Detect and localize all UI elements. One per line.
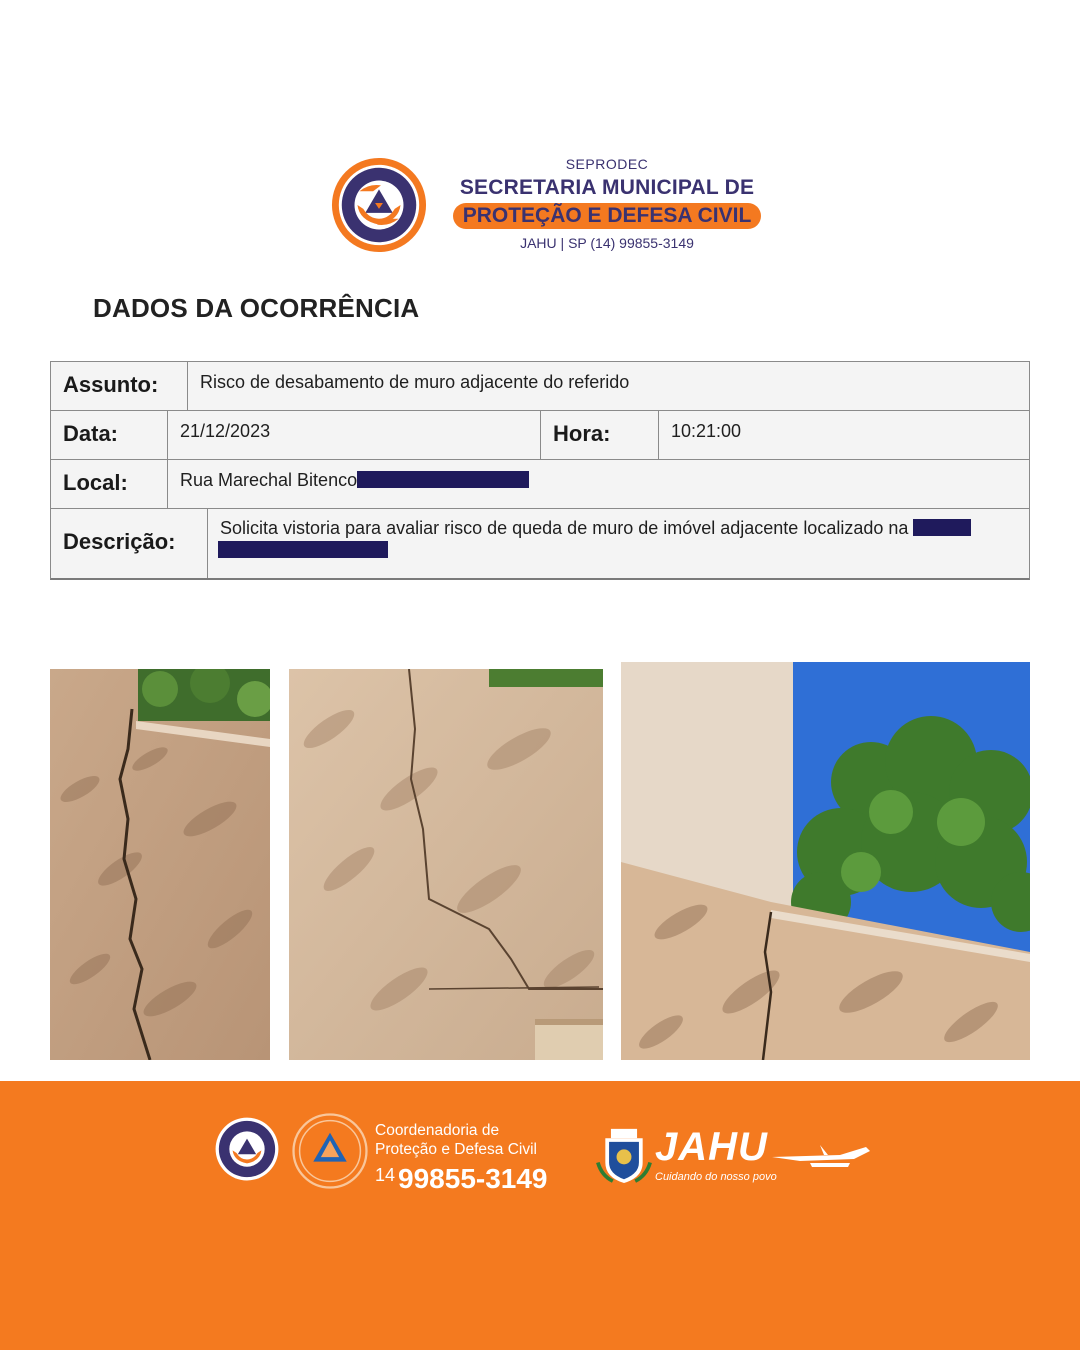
footer-phone-number: 99855-3149 [398,1163,548,1194]
acronym: SEPRODEC [565,156,649,172]
civil-defense-emblem-icon [330,156,428,254]
photo-wall-crack-2 [289,669,603,1060]
footer-phone [375,1160,548,1194]
photo-wall-crack-3 [621,662,1030,1060]
description-label: Descrição: [51,509,208,578]
secretariat-contact: JAHU | SP (14) 99855-3149 [520,235,694,251]
jahu-crest-icon [596,1125,652,1185]
table-row-date-time [51,411,1029,460]
secretariat-subtitle: PROTEÇÃO E DEFESA CIVIL [453,203,762,229]
civil-defense-emblem-icon [214,1115,280,1187]
redaction-bar [357,471,529,488]
redaction-bar [218,541,388,558]
city-logo-text: JAHU [655,1125,768,1169]
description-value: Solicita vistoria para avaliar risco de queda de muro de imóvel adjacente localizado na [220,518,909,538]
table-row-subject [51,362,1029,411]
footer-line-2: Proteção e Defesa Civil [375,1141,537,1158]
date-label: Data: [51,411,168,459]
redaction-bar [913,519,971,536]
header [330,150,780,260]
photo-wall-crack-1 [50,669,270,1060]
footer-contact [375,1121,548,1194]
occurrence-table [50,361,1030,580]
coordination-seal-icon [292,1113,368,1189]
time-value: 10:21:00 [671,421,742,441]
section-title: DADOS DA OCORRÊNCIA [93,293,420,323]
subject-label: Assunto: [51,362,188,410]
footer [0,1081,1080,1350]
table-row-description [51,509,1029,578]
city-slogan: Cuidando do nosso povo [655,1171,777,1183]
subject-value: Risco de desabamento de muro adjacente do referido [200,372,630,392]
description-cell [208,509,1029,578]
time-label: Hora: [541,411,659,459]
seaplane-icon [770,1137,874,1173]
place-label: Local: [51,460,168,508]
place-cell [168,460,1029,508]
secretariat-title: SECRETARIA MUNICIPAL DE [459,176,755,199]
footer-line-1: Coordenadoria de [375,1122,500,1139]
date-value: 21/12/2023 [168,411,541,459]
table-row-place [51,460,1029,509]
footer-phone-ddd: 14 [375,1165,396,1185]
place-value: Rua Marechal Bitenco [180,470,358,490]
